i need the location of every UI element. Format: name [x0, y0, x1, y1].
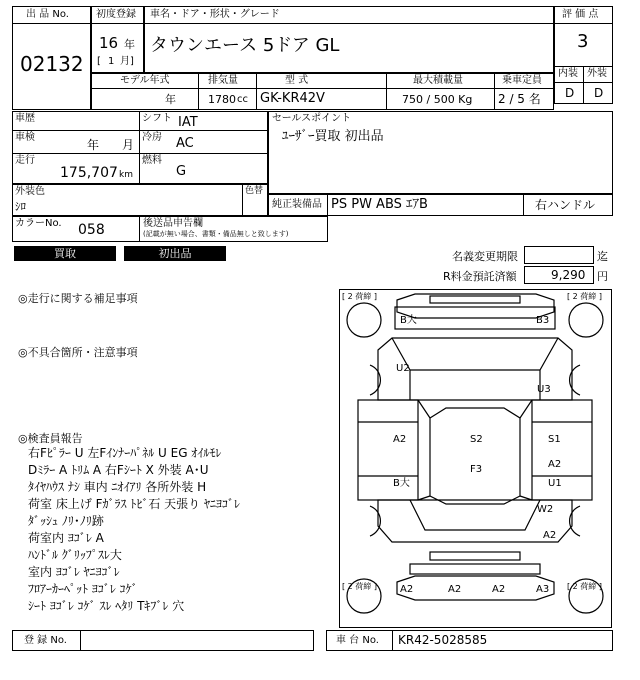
- history-label: 車歴: [15, 113, 35, 124]
- equipment: PS PW ABS ｴｱB: [331, 197, 428, 212]
- displacement-label: 排気量: [208, 75, 238, 86]
- right-body-panel: [532, 400, 592, 500]
- report-line: ｼｰﾄ ﾖｺﾞﾚ ｺｹﾞ ｽﾚ ﾍﾀﾘ Tｷﾌﾞﾚ 穴: [28, 599, 185, 613]
- wheel-right-lower: [570, 506, 580, 536]
- report-line: 右Fﾋﾟﾗｰ U 左Fｲﾝﾅｰﾊﾟﾈﾙ U EG ｵｲﾙﾓﾚ: [28, 446, 222, 460]
- exterior-grade: D: [594, 86, 604, 100]
- color-no: 058: [78, 222, 105, 238]
- tag-bottom-left: [ 2 荷締 ]: [342, 582, 377, 591]
- interior-grade: D: [565, 86, 575, 100]
- model-code: GK-KR42V: [260, 91, 325, 106]
- mark-b-dai-rear: B大: [400, 315, 417, 326]
- wheel-left-upper: [370, 365, 380, 395]
- car-name: タウンエース 5ドア GL: [150, 35, 340, 56]
- first-registration-label: 初度登録: [96, 9, 136, 20]
- sales-point-label: セールスポイント: [272, 113, 352, 124]
- max-load: 750 / 500 Kg: [402, 93, 473, 106]
- details-box: [12, 111, 268, 184]
- inspector-report: [28, 447, 338, 617]
- report-line: ﾀﾞｯｼｭ ﾉﾘ･ﾉﾘ跡: [28, 514, 104, 528]
- mark-u3: U3: [537, 384, 551, 395]
- model-year-unit: 年: [165, 93, 176, 106]
- mark-a3: A3: [536, 584, 550, 595]
- defects-heading: ◎不具合箇所・注意事項: [18, 346, 138, 359]
- ext-color: ｼﾛ: [15, 200, 26, 213]
- interior-grade-label: 内装: [558, 68, 578, 79]
- report-line: 室内 ﾖｺﾞﾚ ﾔﾆﾖｺﾞﾚ: [28, 565, 120, 579]
- registration-year: 16: [99, 34, 119, 52]
- capacity-label: 乗車定員: [502, 75, 542, 86]
- mark-u1: U1: [548, 478, 562, 489]
- front-plate: [430, 552, 520, 560]
- color-no-label: カラーNo.: [15, 218, 62, 229]
- driving-notes-heading: ◎走行に関する補足事項: [18, 292, 138, 305]
- mark-u2: U2: [396, 363, 410, 374]
- aircon: AC: [176, 136, 194, 151]
- lot-number-label: 出 品 No.: [26, 9, 69, 20]
- inspector-heading: ◎検査員報告: [18, 432, 83, 445]
- chassis-no-label: 車 台 No.: [336, 635, 379, 646]
- ext-color-box: [12, 184, 268, 216]
- tire-top-right: [569, 303, 603, 337]
- name-change-label: 名義変更期限: [452, 250, 518, 263]
- exterior-grade-label: 外装: [587, 68, 607, 79]
- tag-top-right: [ 2 荷締 ]: [567, 292, 602, 301]
- sales-point: ﾕｰｻﾞｰ買取 初出品: [282, 129, 384, 144]
- wheel-left-lower: [370, 506, 380, 536]
- first-listing-bar: 初出品: [124, 246, 226, 261]
- report-line: ﾊﾝﾄﾞﾙ ｸﾞﾘｯﾌﾟｽﾚ大: [28, 548, 122, 562]
- shaken-month-unit: 月: [122, 138, 135, 152]
- shift: IAT: [178, 115, 198, 130]
- docs-label: 後送品申告欄: [143, 218, 203, 229]
- front-bumper: [397, 576, 554, 600]
- tag-top-left: [ 2 荷締 ]: [342, 292, 377, 301]
- buyout-bar: 買取: [14, 246, 116, 261]
- aircon-label: 冷房: [142, 132, 162, 143]
- report-line: 荷室内 ﾖｺﾞﾚ A: [28, 531, 104, 545]
- mark-a2-bumper-1: A2: [400, 584, 414, 595]
- mark-a2-bumper-3: A2: [492, 584, 506, 595]
- max-load-label: 最大積載量: [413, 75, 463, 86]
- capacity: 2 / 5 名: [498, 92, 541, 106]
- docs-note: (記載が無い場合、書類・備品無しと致します): [143, 230, 289, 238]
- name-change-suffix: 迄: [597, 250, 608, 263]
- score-value: 3: [577, 31, 589, 52]
- recycle-label: R料金預託済額: [443, 270, 517, 283]
- displacement: 1780: [208, 93, 236, 106]
- report-line: Dﾐﾗｰ A ﾄﾘﾑ A 右Fｼｰﾄ X 外装 A･U: [28, 463, 209, 477]
- mark-a2-right-low: A2: [543, 530, 557, 541]
- mileage-unit: km: [119, 170, 133, 180]
- wheel-right-upper: [570, 365, 580, 395]
- mark-w2: W2: [537, 504, 554, 515]
- car-name-label: 車名・ドア・形状・グレード: [150, 9, 280, 20]
- score-label: 評 価 点: [562, 9, 599, 20]
- shaken-label: 車検: [15, 132, 35, 143]
- fuel-label: 燃料: [142, 155, 162, 166]
- registration-no-label: 登 録 No.: [24, 635, 67, 646]
- mark-a2-bumper-2: A2: [448, 584, 462, 595]
- mark-s2: S2: [470, 434, 483, 445]
- tag-bottom-right: [ 2 荷締 ]: [567, 582, 602, 591]
- repaint-label: 色替: [245, 186, 264, 196]
- mark-f3: F3: [470, 464, 483, 475]
- registration-month-close: 月]: [120, 56, 134, 67]
- recycle-unit: 円: [597, 270, 608, 283]
- fuel: G: [176, 164, 187, 179]
- name-change-box: [524, 246, 594, 264]
- shift-label: シフト: [142, 113, 172, 124]
- report-line: ﾌﾛｱｰｶｰﾍﾟｯﾄ ﾖｺﾞﾚ ｺｹﾞ: [28, 582, 138, 596]
- mark-b3: B3: [536, 315, 550, 326]
- ext-color-label: 外装色: [15, 186, 45, 197]
- mark-b-dai-left: B大: [393, 478, 410, 489]
- report-line: 荷室 床上げ Fｶﾞﾗｽ ﾄﾋﾞ石 天張り ﾔﾆﾖｺﾞﾚ: [28, 497, 240, 511]
- mark-s1: S1: [548, 434, 561, 445]
- car-diagram: [339, 289, 612, 628]
- rear-bumper: [397, 294, 554, 318]
- registration-year-unit: 年: [124, 38, 135, 51]
- rear-plate: [430, 296, 520, 303]
- displacement-unit: cc: [237, 94, 248, 105]
- steering: 右ハンドル: [535, 198, 596, 212]
- tire-top-left: [347, 303, 381, 337]
- mark-a2-left: A2: [393, 434, 407, 445]
- model-year-label: モデル年式: [120, 75, 170, 86]
- chassis-no: KR42-5028585: [398, 633, 488, 647]
- model-code-label: 型 式: [285, 75, 309, 86]
- front-grille: [410, 564, 540, 574]
- recycle-value: 9,290: [551, 268, 586, 282]
- mileage-label: 走行: [15, 155, 35, 166]
- lot-number: 02132: [20, 52, 84, 76]
- mark-a2-right: A2: [548, 459, 562, 470]
- roof-panel: [430, 408, 520, 504]
- registration-month: 1: [108, 56, 115, 67]
- registration-month-open: [: [97, 56, 101, 67]
- mileage: 175,707: [60, 165, 118, 181]
- report-line: ﾀｲﾔﾊｳｽ ﾅｼ 車内 ﾆｵｲｱﾘ 各所外装 H: [28, 480, 207, 494]
- equipment-label: 純正装備品: [272, 199, 322, 210]
- shaken-year-unit: 年: [87, 138, 100, 152]
